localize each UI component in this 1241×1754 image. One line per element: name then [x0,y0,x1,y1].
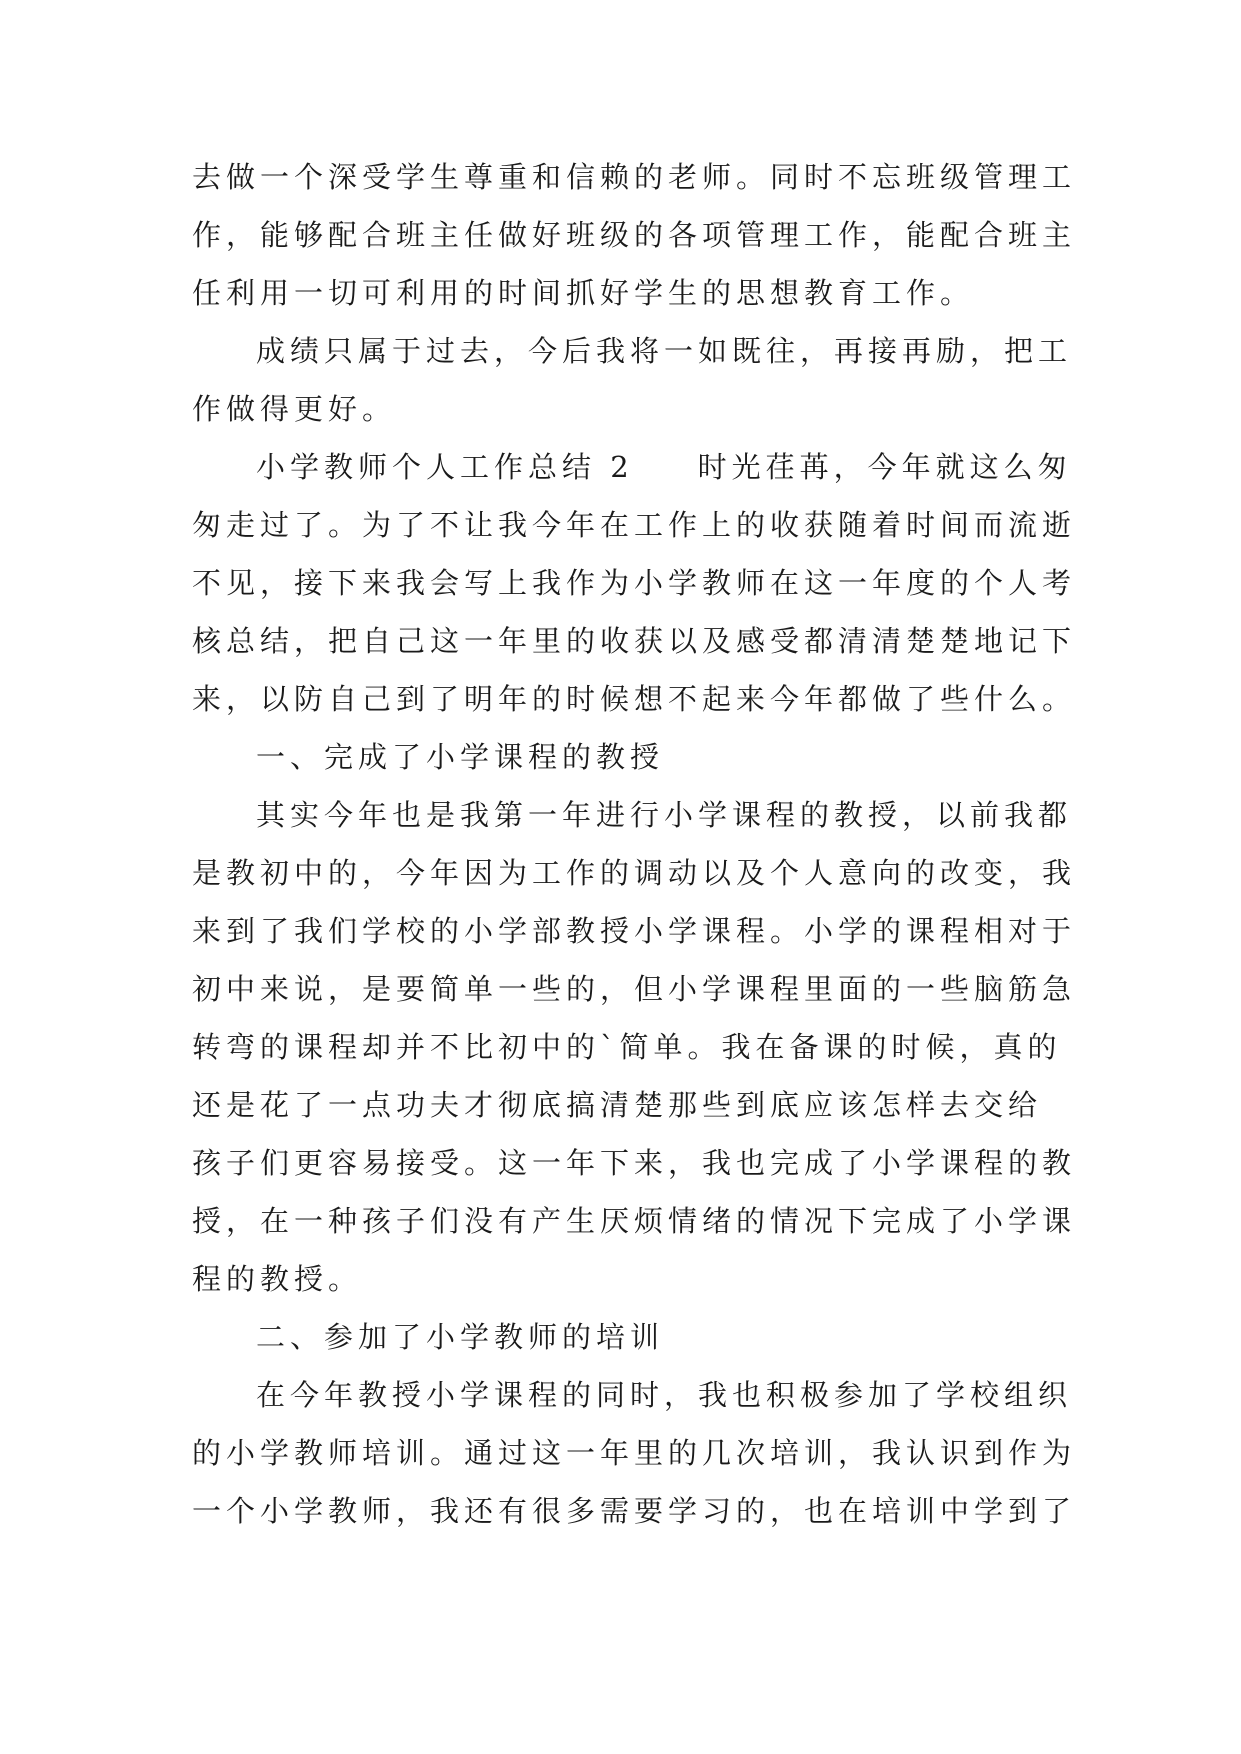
section-title: 小学教师个人工作总结 2 [256,450,634,484]
text-line: 不见，接下来我会写上我作为小学教师在这一年度的个人考 [192,566,1077,600]
document-body [192,148,1077,1540]
text-line: 核总结，把自己这一年里的收获以及感受都清清楚楚地记下 [192,624,1077,658]
text-line: 是教初中的，今年因为工作的调动以及个人意向的改变，我 [192,856,1077,890]
text-line: 的小学教师培训。通过这一年里的几次培训，我认识到作为 [192,1436,1077,1470]
text-line: 转弯的课程却并不比初中的`简单。我在备课的时候，真的 [192,1030,1062,1064]
text-line: 去做一个深受学生尊重和信赖的老师。同时不忘班级管理工 [192,160,1077,194]
text-line: 作，能够配合班主任做好班级的各项管理工作，能配合班主 [192,218,1077,252]
text-line: 初中来说，是要简单一些的，但小学课程里面的一些脑筋急 [192,972,1077,1006]
text-line: 来到了我们学校的小学部教授小学课程。小学的课程相对于 [192,914,1077,948]
text-line: 还是花了一点功夫才彻底搞清楚那些到底应该怎样去交给 [192,1088,1043,1122]
text-line: 一个小学教师，我还有很多需要学习的，也在培训中学到了 [192,1494,1077,1528]
text-line: 孩子们更容易接受。这一年下来，我也完成了小学课程的教 [192,1146,1077,1180]
subheading: 二、参加了小学教师的培训 [256,1320,665,1354]
text-line: 授，在一种孩子们没有产生厌烦情绪的情况下完成了小学课 [192,1204,1077,1238]
text-segment: 时光荏苒，今年就这么匆 [697,450,1072,484]
text-line: 来，以防自己到了明年的时候想不起来今年都做了些什么。 [192,682,1077,716]
paragraph-start: 在今年教授小学课程的同时，我也积极参加了学校组织 [256,1378,1073,1412]
text-line: 作做得更好。 [192,392,397,426]
paragraph-start: 其实今年也是我第一年进行小学课程的教授，以前我都 [256,798,1073,832]
text-line: 程的教授。 [192,1262,363,1296]
paragraph-start: 成绩只属于过去，今后我将一如既往，再接再励，把工 [256,334,1073,368]
text-line: 任利用一切可利用的时间抓好学生的思想教育工作。 [192,276,975,310]
section-title-line [192,438,1072,496]
text-line: 匆走过了。为了不让我今年在工作上的收获随着时间而流逝 [192,508,1077,542]
subheading: 一、完成了小学课程的教授 [256,740,665,774]
